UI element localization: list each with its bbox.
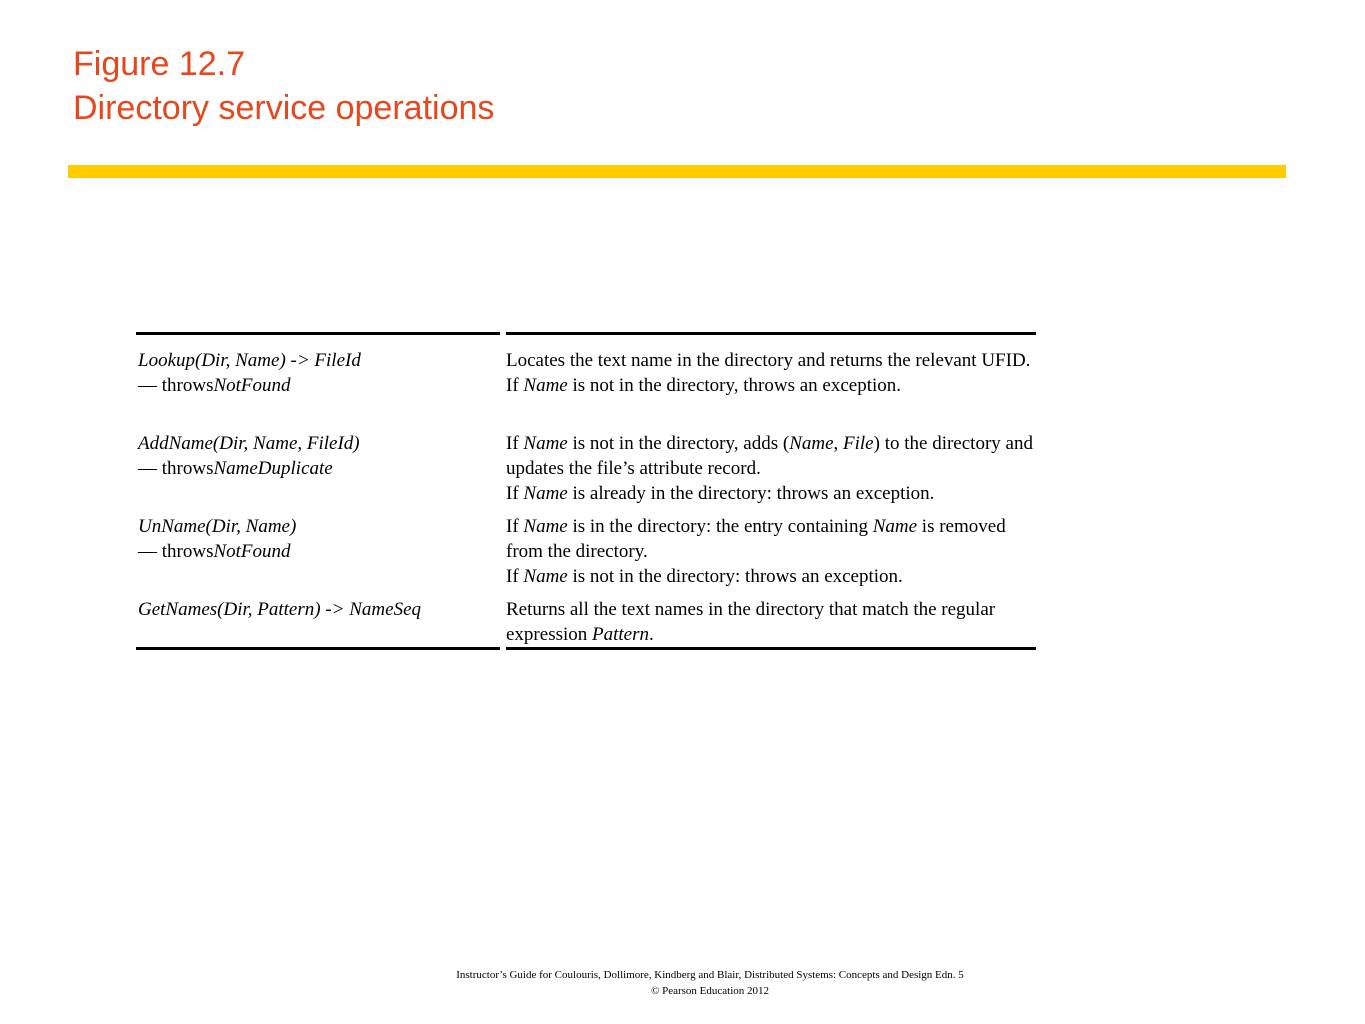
description-text: If [506, 483, 524, 504]
figure-number: Figure 12.7 [73, 45, 245, 83]
figure-caption: Directory service operations [73, 89, 495, 127]
description-term: File [843, 433, 874, 454]
operation-description [506, 597, 1036, 647]
description-term: Name [789, 433, 834, 454]
accent-bar-fill [68, 165, 1286, 178]
description-text: is not in the directory, throws an exception. [567, 375, 902, 396]
operation-signature-cell [138, 348, 506, 398]
description-term: Name [523, 433, 568, 454]
description-term: Name [523, 375, 568, 396]
operation-throws [138, 373, 506, 398]
operation-throws [138, 539, 506, 564]
description-text: , [833, 433, 844, 454]
table-row [138, 431, 1038, 514]
footer-copyright: © Pearson Education 2012 [650, 985, 770, 997]
description-term: Name [872, 516, 918, 537]
table-top-rule-left [136, 332, 500, 335]
table-row [138, 597, 1038, 647]
footer-credit [0, 967, 1365, 999]
throws-prefix: — throws [138, 458, 214, 479]
footer-citation: Instructor’s Guide for Coulouris, Dollimore, Kindberg and Blair, Distributed Systems: Concepts and Design Edn. 5 [456, 969, 964, 981]
operation-signature-cell [138, 514, 506, 564]
operation-signature: AddName(Dir, Name, FileId) [138, 433, 360, 454]
operations-table [138, 348, 1038, 647]
description-text: If [506, 433, 524, 454]
accent-bar [68, 165, 1286, 178]
description-text: is not in the directory, adds ( [567, 433, 790, 454]
description-text: Returns all the text names in the directory that match the regular expression [506, 599, 996, 645]
operation-description [506, 348, 1036, 398]
description-text: is in the directory: the entry containing [567, 516, 873, 537]
table-bottom-rule-right [506, 647, 1036, 650]
exception-name: NotFound [213, 375, 291, 396]
table-bottom-rule-left [136, 647, 500, 650]
operation-signature: GetNames(Dir, Pattern) -> NameSeq [138, 599, 421, 620]
page-title [73, 42, 494, 130]
operation-description [506, 431, 1036, 506]
description-text: is removed from the directory. [506, 516, 1006, 562]
table-top-rule-right [506, 332, 1036, 335]
description-text: If [506, 516, 524, 537]
exception-name: NameDuplicate [213, 458, 333, 479]
description-text: is already in the directory: throws an exception. [567, 483, 935, 504]
description-term: Name [523, 483, 568, 504]
description-text: If [506, 566, 524, 587]
description-text: is not in the directory: throws an exception. [567, 566, 903, 587]
operation-signature: UnName(Dir, Name) [138, 516, 297, 537]
description-text: . [649, 624, 654, 645]
operation-throws [138, 456, 506, 481]
description-text: Locates the text name in the directory and returns the relevant UFID. If [506, 350, 1031, 396]
operation-signature-cell [138, 597, 506, 622]
description-text: ) to the directory and updates the file’s attribute record. [506, 433, 1033, 479]
table-row [138, 514, 1038, 597]
exception-name: NotFound [213, 541, 291, 562]
operation-signature: Lookup(Dir, Name) -> FileId [138, 350, 361, 371]
table-row [138, 348, 1038, 431]
description-term: Name [523, 566, 568, 587]
description-term: Pattern [592, 624, 650, 645]
throws-prefix: — throws [138, 541, 214, 562]
operation-signature-cell [138, 431, 506, 481]
throws-prefix: — throws [138, 375, 214, 396]
operation-description [506, 514, 1036, 589]
description-term: Name [523, 516, 568, 537]
